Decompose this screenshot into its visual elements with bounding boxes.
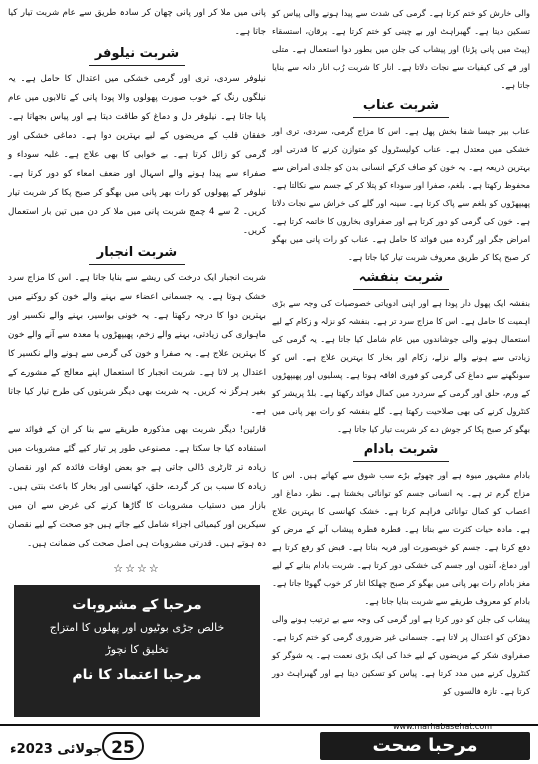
page-number: 25 (102, 732, 144, 760)
issue-date: جولائی 2023ء (10, 742, 103, 757)
body-paragraph: قارئین! دیگر شربت بھی مذکورہ طریقے سے بنا کر ان کے فوائد سے استفادہ کیا جا سکتا ہے۔ مصنوعی طور پر تیار کیے گئے مشروبات میں زیادہ تر ٹارٹری ڈالی جاتی ہے جو بعض اوقات فائدہ کم اور نقصان زیادہ کا سبب بن کر گردے، حلق، کھانسی اور بخار کا باعث بنتی ہیں۔ بازار میں دستیاب مشروبات کا گاڑھا کرنے کی غرض سے ان میں سیکرین اور کیمیائی اجزاء شامل کیے جاتے ہیں جو صحت کے لیے نقصان دہ ہوتے ہیں۔ قدرتی مشروبات ہی اصل صحت کی ضمانت ہیں۔ (8, 425, 266, 549)
body-paragraph: پانی میں ملا کر اور پانی چھان کر سادہ طریق سے عام شربت تیار کیا جاتا ہے۔ (8, 8, 266, 37)
section-heading (8, 44, 266, 66)
heading-underline (89, 65, 185, 66)
website-url[interactable]: www.marhabasehat.com (392, 722, 492, 731)
advertisement-box (14, 585, 260, 717)
section-heading (272, 440, 530, 462)
section-heading-text: شربت بادام (363, 442, 439, 457)
masthead-logo: مرحبا صحت (320, 732, 530, 760)
section-heading-text: شربت انجبار (96, 245, 178, 260)
section-heading (8, 243, 266, 265)
ad-title: مرحبا کے مشروبات (72, 597, 202, 613)
body-paragraph: شربت انجبار ایک درخت کی ریشے سے بنایا جاتا ہے۔ اس کا مزاج سرد خشک ہوتا ہے۔ یہ جسمانی اعضاء سے بہنے والے خون کو روکنے میں بہترین دوا کا درجہ رکھتا ہے۔ یہ خونی بواسیر، بہنے والے نکسیر اور ماہواری کی زیادتی، بہنے والے زخم، پھیپھڑوں یا معدہ سے آنے والے خون کا بہترین علاج ہے۔ یہ صفرا و خون کی گرمی سے ہونے والے نکسیر کا اعتدال پر لاتا ہے۔ شربت انجبار کا استعمال اپنے معالج کے مشورے کے بغیر ہرگز نہ کریں۔ یہ شربت بھی دیگر شربتوں کی طرح تیار کیا جاتا ہے۔ (8, 273, 266, 416)
heading-underline (353, 117, 449, 118)
heading-underline (353, 289, 449, 290)
body-paragraph: بنفشہ ایک پھول دار پودا ہے اور اپنی ادویاتی خصوصیات کی وجہ سے بڑی اہمیت کا حامل ہے۔ اس کا مزاج سرد تر ہے۔ بنفشہ کو نزلہ و زکام کے لیے استعمال ہونے والی جوشاندوں میں عام شامل کیا جاتا ہے۔ یہ گرمی کی زیادتی سے ہونے والے نزلے، زکام اور بخار کا بہترین علاج ہے۔ اس کو سونگھنے سے دماغ کی گرمی کو فوری افاقہ ہوتا ہے۔ پسلیوں اور پھیپھڑوں کے ورم، حلق اور گرمی کے سردرد میں کمال فوائد رکھتا ہے۔ بلڈ پریشر کو کنٹرول کرنے کی بھی صلاحیت رکھتا ہے۔ گلے بنفشہ کو رات بھر پانی میں بھگو کر صبح پکا کر جوش دے کر شربت تیار کیا جاتا ہے۔ (272, 298, 530, 434)
body-paragraph: عناب بیر جیسا شفا بخش پھل ہے۔ اس کا مزاج گرمی، سردی، تری اور خشکی میں معتدل ہے۔ عناب کولیسٹرول کو متوازن کرنے کا قدرتی اور بہترین ذریعہ ہے۔ یہ خون کو صاف کرکے انسانی بدن کو جلدی امراض سے محفوظ رکھتا ہے۔ بلغم، صفرا اور سوداء کو پتلا کر کے جسم سے نکالتا ہے۔ پھیپھڑوں کو بلغم سے پاک کرتا ہے۔ سینہ اور گلے کی خراش سے نجات دلاتا ہے۔ خون کی گرمی کو دور کرتا ہے اور صفراوی بخاروں کا خاتمہ کرتا ہے۔ امراض جگر اور گردہ میں فوائد کا حامل ہے۔ عناب کو رات پانی میں بھگو کر صبح پکا کر طریق معروف شربت تیار کیا جاتا ہے۔ (272, 126, 530, 262)
section-heading-text: شربت عناب (362, 98, 440, 113)
heading-underline (89, 264, 185, 265)
stars-divider: ☆☆☆☆ (113, 562, 161, 575)
ad-tagline: خالص جڑی بوٹیوں اور پھلوں کا امتزاج (49, 621, 225, 634)
body-paragraph: پیشاب کی جلن کو دور کرتا ہے اور گرمی کی وجہ سے بے ترتیب ہونے والی دھڑکن کو اعتدال پر لاتا ہے۔ جسمانی غیر ضروری گرمی کو ختم کرتا ہے۔ صفراوی شکر کے مریضوں کے لیے خدا کی ایک بڑی نعمت ہے۔ یہ شوگر کو کنٹرول کرنے میں مدد کرتا ہے۔ پیاس کو تسکین دیتا ہے اور گھبراہٹ دور کرتا ہے۔ تازہ فالسوں کو (272, 614, 530, 696)
section-heading (272, 268, 530, 290)
section-heading-text: شربت نیلوفر (94, 46, 180, 61)
ad-subline: تخلیق کا نچوڑ (105, 643, 169, 656)
heading-underline (353, 461, 449, 462)
right-column (272, 4, 530, 700)
left-column (8, 4, 266, 717)
section-heading-text: شربت بنفشہ (358, 270, 444, 285)
body-paragraph: بادام مشہور میوہ ہے اور چھوٹے بڑے سب شوق سے کھاتے ہیں۔ اس کا مزاج گرم تر ہے۔ یہ انسانی جسم کو توانائی بخشتا ہے۔ نظر، دماغ اور اعصاب کو کمال توانائی فراہم کرتا ہے۔ خشک کھانسی کا بہترین علاج ہے۔ مادہ حیات کثرت سے بناتا ہے۔ قطرہ قطرہ پیشاب آنے کے مرض کو دفع کرتا ہے۔ جسم کو خوبصورت اور فربہ بناتا ہے۔ قبض کو رفع کرتا ہے اور دماغ، آنتوں اور جسم کی خشکی دور کرتا ہے۔ شربت بادام بنانے کے لیے مغز بادام رات بھر پانی میں بھگو کر صبح چھلکا اتار کر خوب گھوٹا جاتا ہے۔ بادام کو معروف طریقے سے شربت بنایا جاتا ہے۔ (272, 470, 530, 606)
body-paragraph: والی خارش کو ختم کرتا ہے۔ گرمی کی شدت سے پیدا ہونے والی پیاس کو تسکین دیتا ہے۔ گھبراہٹ اور بے چینی کو ختم کرتا ہے۔ یرقان، استسقاء (پیٹ میں پانی پڑنا) اور پیشاب کی جلن میں بطور دوا استعمال ہے۔ متلی اور قے کی کیفیات سے نجات دلاتا ہے۔ انار کا شربت رُب انار دانہ سے بنایا جاتا ہے۔ (272, 8, 530, 90)
page-footer (0, 724, 538, 764)
ad-brand: مرحبا اعتماد کا نام (72, 667, 202, 683)
body-paragraph: نیلوفر سردی، تری اور گرمی خشکی میں اعتدال کا حامل ہے۔ یہ نیلگوں رنگ کے خوب صورت پھولوں والا پودا پانی کے تالابوں میں عام پایا جاتا ہے۔ نیلوفر دل و دماغ کو طاقت دیتا ہے اور پیاس بجھاتا ہے۔ خفقان قلب کے مریضوں کے لیے بہترین دوا ہے۔ دماغی خشکی اور گرمی کو زائل کرتا ہے۔ بے خوابی کا بھی علاج ہے۔ غلبہ سوداء و صفراء سے پیدا ہونے والے اسہال اور ضعف امعاء کو دور کرتا ہے۔ نیلوفر کے پھولوں کو رات بھر پانی میں بھگو کر صبح پکا کر شربت تیار کریں۔ 2 سے 4 چمچ شربت پانی میں ملا کر دن میں تین بار استعمال کریں۔ (8, 74, 266, 236)
section-heading (272, 96, 530, 118)
